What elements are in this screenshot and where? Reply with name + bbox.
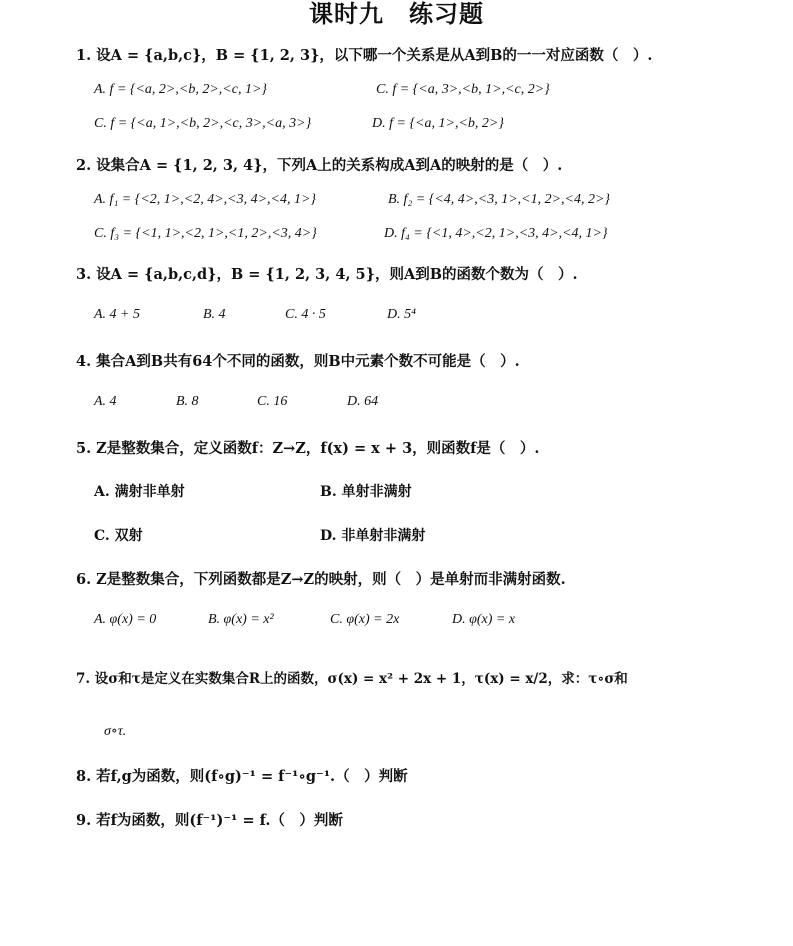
question-5-option-b: B. 单射非满射 — [320, 484, 412, 500]
question-4-stem: 4. 集合A到B共有64个不同的函数，则B中元素个数不可能是（ ）. — [76, 353, 520, 370]
question-8-stem: 8. 若f,g为函数，则(f∘g)⁻¹ = f⁻¹∘g⁻¹.（ ）判断 — [76, 768, 408, 785]
question-5-option-d: D. 非单射非满射 — [320, 528, 426, 544]
question-5-option-c: C. 双射 — [94, 528, 143, 544]
question-6-stem: 6. Z是整数集合，下列函数都是Z→Z的映射，则（ ）是单射而非满射函数. — [76, 571, 566, 588]
question-2-option-b: B. f₂ = {<4, 4>,<3, 1>,<1, 2>,<4, 2>} — [388, 192, 611, 207]
question-5-stem: 5. Z是整数集合，定义函数f：Z→Z，f(x) = x + 3，则函数f是（ ）. — [76, 440, 540, 457]
question-2-option-d: D. f₄ = {<1, 4>,<2, 1>,<3, 4>,<4, 1>} — [384, 226, 608, 241]
question-6-option-b: B. φ(x) = x² — [208, 612, 274, 627]
question-7-continuation: σ∘τ. — [104, 724, 127, 739]
question-2-stem: 2. 设集合A = {1, 2, 3, 4}，下列A上的关系构成A到A的映射的是（ ）. — [76, 157, 563, 174]
question-3-option-a: A. 4 + 5 — [94, 307, 140, 322]
question-7-stem: 7. 设σ和τ是定义在实数集合R上的函数，σ(x) = x² + 2x + 1，τ(x) = x/2，求：τ∘σ和 — [76, 671, 628, 687]
question-1-stem: 1. 设A = {a,b,c}，B = {1, 2, 3}，以下哪一个关系是从A到B的一一对应函数（ ）. — [76, 47, 653, 64]
question-3-option-d: D. 5⁴ — [387, 307, 416, 322]
question-2-option-a: A. f₁ = {<2, 1>,<2, 4>,<3, 4>,<4, 1>} — [94, 192, 317, 207]
question-1-option-a: A. f = {<a, 2>,<b, 2>,<c, 1>} — [94, 82, 267, 97]
question-3-option-c: C. 4 · 5 — [285, 307, 326, 322]
question-3-option-b: B. 4 — [203, 307, 226, 322]
question-1-option-c2: C. f = {<a, 1>,<b, 2>,<c, 3>,<a, 3>} — [94, 116, 312, 131]
question-9-stem: 9. 若f为函数，则(f⁻¹)⁻¹ = f.（ ）判断 — [76, 812, 343, 829]
question-4-option-d: D. 64 — [347, 394, 379, 409]
question-4-option-b: B. 8 — [176, 394, 199, 409]
question-4-option-c: C. 16 — [257, 394, 288, 409]
question-6-option-a: A. φ(x) = 0 — [94, 612, 157, 627]
question-6-option-c: C. φ(x) = 2x — [330, 612, 400, 627]
question-4-option-a: A. 4 — [94, 394, 117, 409]
question-1-option-d: D. f = {<a, 1>,<b, 2>} — [372, 116, 504, 131]
page-title: 课时九 练习题 — [309, 0, 484, 28]
question-2-option-c: C. f₃ = {<1, 1>,<2, 1>,<1, 2>,<3, 4>} — [94, 226, 317, 241]
question-6-option-d: D. φ(x) = x — [452, 612, 516, 627]
question-5-option-a: A. 满射非单射 — [94, 484, 185, 500]
question-3-stem: 3. 设A = {a,b,c,d}，B = {1, 2, 3, 4, 5}，则A到B的函数个数为（ ）. — [76, 266, 578, 283]
question-1-option-c1: C. f = {<a, 3>,<b, 1>,<c, 2>} — [376, 82, 550, 97]
